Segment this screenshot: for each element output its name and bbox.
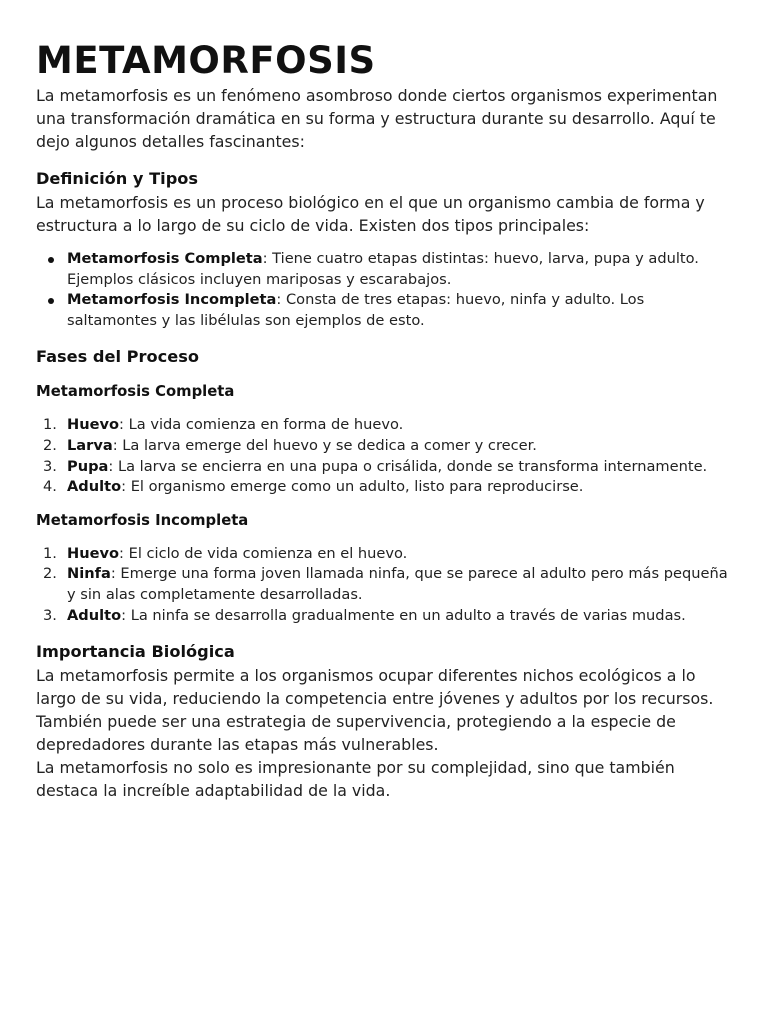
definicion-paragraph: La metamorfosis es un proceso biológico en el que un organismo cambia de forma y estructura a lo largo de su ciclo de vida. Existen dos tipos principales:: [36, 193, 705, 235]
list-item-number: 2.: [43, 436, 57, 454]
section-heading-fases: Fases del Proceso: [36, 347, 199, 367]
bullet-icon: [48, 298, 54, 304]
list-item: [43, 606, 732, 627]
list-item-number: 4.: [43, 478, 57, 496]
importancia-paragraph-1: La metamorfosis permite a los organismos ocupar diferentes nichos ecológicos a lo largo de su vida, reduciendo la competencia entre jóvenes y adultos por los recursos. También puede ser una estrategia de supervivencia, protegiendo a la especie de depredadores durante las etapas más vulnerables.: [36, 666, 714, 755]
list-item-desc: : La vida comienza en forma de huevo.: [119, 416, 404, 434]
list-item-term: Adulto: [67, 478, 122, 496]
bullet-icon: [48, 257, 54, 263]
list-item-number: 1.: [43, 416, 57, 434]
list-item: [43, 564, 732, 605]
list-item-desc: : El organismo emerge como un adulto, listo para reproducirse.: [121, 478, 584, 496]
incompleta-steps-list: [36, 544, 732, 626]
list-item-desc: : Consta de tres etapas: huevo, ninfa y adulto. Los saltamontes y las libélulas son ejemplos de esto.: [67, 291, 645, 329]
list-item: [67, 249, 732, 290]
list-item-number: 1.: [43, 544, 57, 562]
list-item-term: Metamorfosis Completa: [67, 250, 263, 267]
list-item: [67, 290, 732, 331]
list-item-number: 2.: [43, 565, 57, 583]
list-item: [43, 544, 732, 565]
list-item: [43, 477, 732, 498]
list-item-term: Metamorfosis Incompleta: [67, 291, 277, 309]
importancia-paragraph-2: La metamorfosis no solo es impresionante por su complejidad, sino que también destaca la increíble adaptabilidad de la vida.: [36, 758, 675, 801]
subsection-heading-incompleta: Metamorfosis Incompleta: [36, 511, 249, 529]
list-item-number: 3.: [43, 457, 57, 475]
list-item-term: Pupa: [67, 457, 109, 475]
list-item-term: Huevo: [67, 416, 120, 434]
list-item-desc: : La larva emerge del huevo y se dedica a comer y crecer.: [112, 436, 537, 454]
list-item-term: Adulto: [67, 606, 122, 624]
list-item-desc: : Emerge una forma joven llamada ninfa, que se parece al adulto pero más pequeña y sin alas completamente desarrolladas.: [67, 565, 728, 603]
list-item-desc: : La larva se encierra en una pupa o crisálida, donde se transforma internamente.: [108, 457, 708, 475]
page-title: METAMORFOSIS: [36, 39, 376, 82]
list-item: [43, 457, 732, 478]
list-item-desc: : La ninfa se desarrolla gradualmente en un adulto a través de varias mudas.: [121, 606, 686, 624]
section-heading-importancia: Importancia Biológica: [36, 642, 235, 662]
list-item-term: Huevo: [67, 544, 120, 562]
list-item-term: Ninfa: [67, 565, 111, 583]
list-item: [43, 415, 732, 436]
list-item-desc: : El ciclo de vida comienza en el huevo.: [119, 544, 408, 562]
completa-steps-list: [36, 415, 732, 497]
intro-paragraph: La metamorfosis es un fenómeno asombroso donde ciertos organismos experimentan una transformación dramática en su forma y estructura durante su desarrollo. Aquí te dejo algunos detalles fascinantes:: [36, 86, 718, 151]
list-item: [43, 436, 732, 457]
subsection-heading-completa: Metamorfosis Completa: [36, 383, 235, 401]
tipos-list: [36, 249, 732, 331]
list-item-number: 3.: [43, 606, 57, 624]
list-item-term: Larva: [67, 436, 113, 454]
section-heading-definicion: Definición y Tipos: [36, 169, 199, 188]
list-item-desc: : Tiene cuatro etapas distintas: huevo, larva, pupa y adulto. Ejemplos clásicos incluyen mariposas y escarabajos.: [67, 250, 699, 288]
